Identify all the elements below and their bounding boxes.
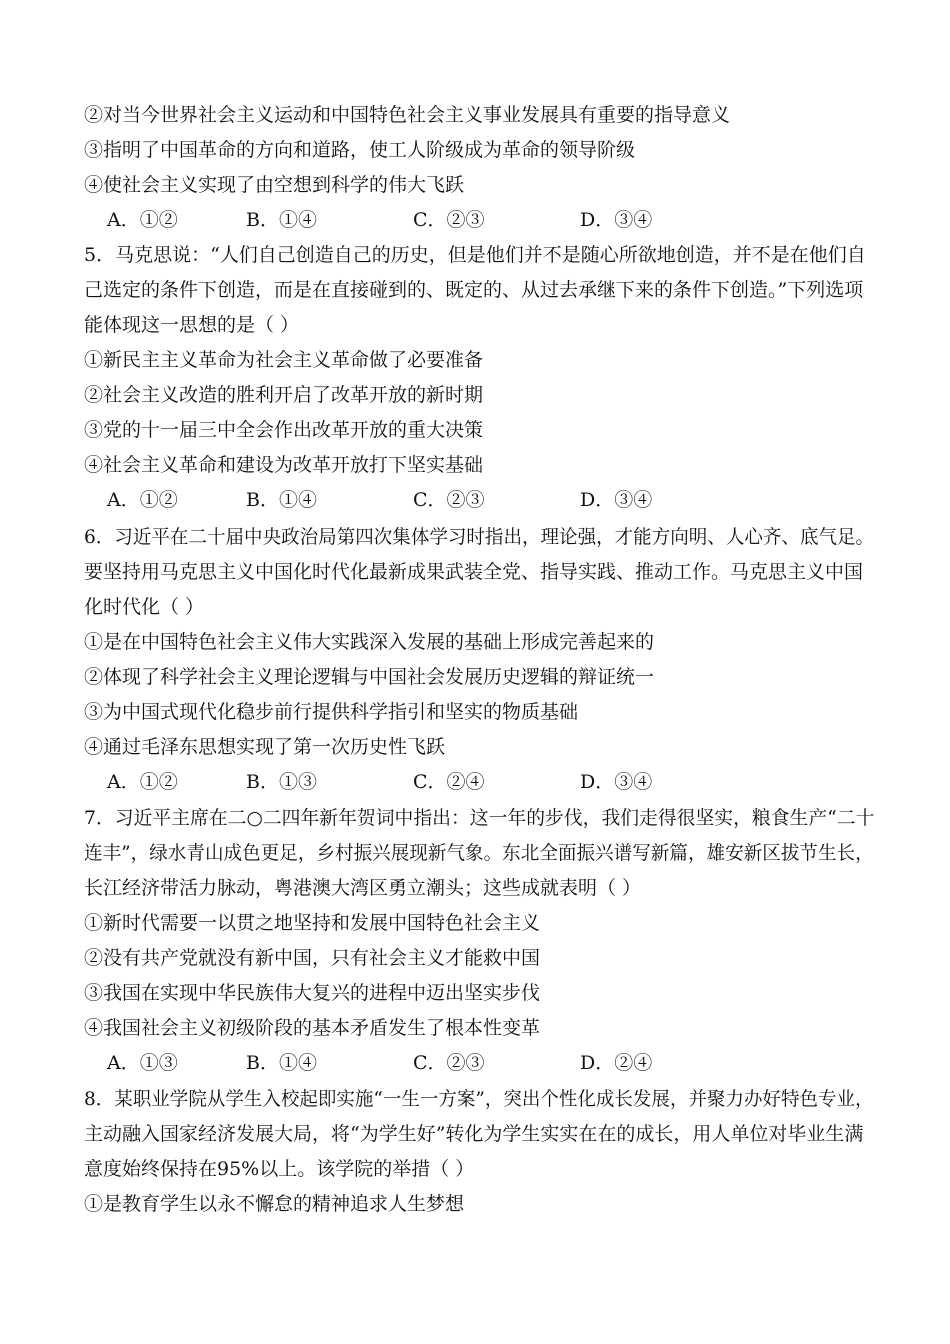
q6-choice-1: ①是在中国特色社会主义伟大实践深入发展的基础上形成完善起来的 xyxy=(84,631,655,653)
q5-choice-1: ①新民主主义革命为社会主义革命做了必要准备 xyxy=(84,349,484,371)
q8-choice-1: ①是教育学生以永不懈怠的精神追求人生梦想 xyxy=(84,1193,465,1215)
q5-option-d: D．③④ xyxy=(580,489,653,511)
q8-stem-line-2: 主动融入国家经济发展大局，将“为学生好”转化为学生实实在在的成长，用人单位对毕业生满 xyxy=(84,1123,864,1145)
q4-option-c: C．②③ xyxy=(413,209,485,231)
q6-option-c: C．②④ xyxy=(413,771,485,793)
q4-choice-4: ④使社会主义实现了由空想到科学的伟大飞跃 xyxy=(84,174,465,196)
q4-choice-2: ②对当今世界社会主义运动和中国特色社会主义事业发展具有重要的指导意义 xyxy=(84,104,731,126)
q7-option-d: D．②④ xyxy=(580,1052,653,1074)
q7-choice-3: ③我国在实现中华民族伟大复兴的进程中迈出坚实步伐 xyxy=(84,982,541,1004)
q7-choice-2: ②没有共产党就没有新中国，只有社会主义才能救中国 xyxy=(84,947,541,969)
q5-option-a: A．①② xyxy=(107,489,178,511)
q5-option-b: B．①④ xyxy=(246,489,317,511)
q6-choice-2: ②体现了科学社会主义理论逻辑与中国社会发展历史逻辑的辩证统一 xyxy=(84,666,655,688)
q7-option-c: C．②③ xyxy=(413,1052,485,1074)
q4-option-b: B．①④ xyxy=(246,209,317,231)
q5-stem-line-3: 能体现这一思想的是（ ） xyxy=(84,314,300,336)
q8-stem-line-1: 8．某职业学院从学生入校起即实施“一生一方案”，突出个性化成长发展，并聚力办好特色专业， xyxy=(84,1088,874,1110)
q7-stem-line-3: 长江经济带活力脉动，粤港澳大湾区勇立潮头；这些成就表明（ ） xyxy=(84,877,642,899)
q6-stem-line-3: 化时代化（ ） xyxy=(84,596,205,618)
q7-option-b: B．①④ xyxy=(246,1052,317,1074)
q6-choice-3: ③为中国式现代化稳步前行提供科学指引和坚实的物质基础 xyxy=(84,701,579,723)
q7-stem-line-2: 连丰”，绿水青山成色更足，乡村振兴展现新气象。东北全面振兴谱写新篇，雄安新区拔节生长， xyxy=(84,842,874,864)
q7-choice-1: ①新时代需要一以贯之地坚持和发展中国特色社会主义 xyxy=(84,912,541,934)
q6-stem-line-2: 要坚持用马克思主义中国化时代化最新成果武装全党、指导实践、推动工作。马克思主义中国 xyxy=(84,561,864,583)
q5-choice-3: ③党的十一届三中全会作出改革开放的重大决策 xyxy=(84,419,484,441)
q6-stem-line-1: 6．习近平在二十届中央政治局第四次集体学习时指出，理论强，才能方向明、人心齐、底气足。 xyxy=(84,526,875,548)
q7-choice-4: ④我国社会主义初级阶段的基本矛盾发生了根本性变革 xyxy=(84,1017,541,1039)
q4-option-d: D．③④ xyxy=(580,209,653,231)
q7-option-a: A．①③ xyxy=(107,1052,178,1074)
q7-stem-line-1: 7．习近平主席在二○二四年新年贺词中指出：这一年的步伐，我们走得很坚实，粮食生产“二十 xyxy=(84,807,875,829)
q5-stem-line-2: 己选定的条件下创造，而是在直接碰到的、既定的、从过去承继下来的条件下创造。”下列选项 xyxy=(84,279,864,301)
q4-choice-3: ③指明了中国革命的方向和道路，使工人阶级成为革命的领导阶级 xyxy=(84,139,636,161)
q8-stem-line-3: 意度始终保持在95%以上。该学院的举措（ ） xyxy=(84,1158,475,1180)
q5-stem-line-1: 5．马克思说：“人们自己创造自己的历史，但是他们并不是随心所欲地创造，并不是在他们自 xyxy=(84,244,866,266)
q6-option-d: D．③④ xyxy=(580,771,653,793)
q5-option-c: C．②③ xyxy=(413,489,485,511)
q6-option-a: A．①② xyxy=(107,771,178,793)
q6-choice-4: ④通过毛泽东思想实现了第一次历史性飞跃 xyxy=(84,736,446,758)
q5-choice-2: ②社会主义改造的胜利开启了改革开放的新时期 xyxy=(84,384,484,406)
q5-choice-4: ④社会主义革命和建设为改革开放打下坚实基础 xyxy=(84,454,484,476)
q4-option-a: A．①② xyxy=(107,209,178,231)
q6-option-b: B．①③ xyxy=(246,771,317,793)
